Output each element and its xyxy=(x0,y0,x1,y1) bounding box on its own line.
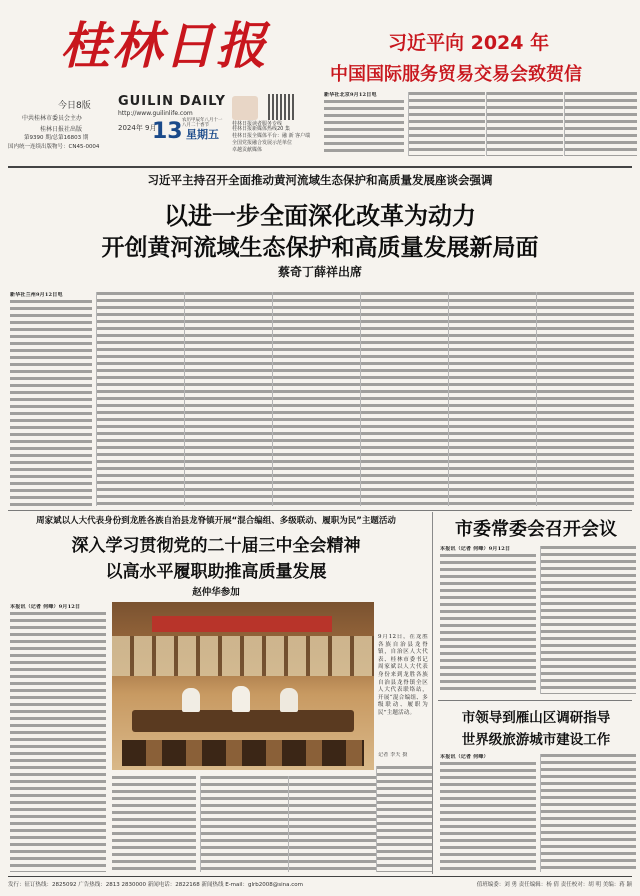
mid-body-col-4 xyxy=(288,776,376,872)
mid-body-col-2 xyxy=(112,776,196,872)
top-story-body-4 xyxy=(564,92,637,156)
lead-body-col-4 xyxy=(272,292,360,506)
edition-pages: 今日8版 xyxy=(58,101,91,111)
lead-dateline: 新华社兰州9月12日电 xyxy=(10,292,63,298)
right-1-dateline: 本报讯（记者 何峰）9月12日 xyxy=(440,546,511,552)
photo-credit: 记者 李天 摄 xyxy=(378,752,408,758)
lead-kicker: 习近平主持召开全面推动黄河流域生态保护和高质量发展座谈会强调 xyxy=(147,173,493,187)
masthead-title: 桂林日报 xyxy=(60,16,268,75)
right-1-body-col-2 xyxy=(540,546,636,694)
top-story-body-3 xyxy=(486,92,563,156)
footer-right: 值班编委：刘 勇 责任编辑：杨 倩 责任校对：胡 明 美编：蒋 颖 xyxy=(476,882,632,888)
right-2-body-col-2 xyxy=(540,754,636,872)
right-story-1-title: 市委常委会召开会议 xyxy=(455,519,617,540)
top-headline-line-2: 中国国际服务贸易交易会致贺信 xyxy=(330,64,582,85)
org-name: 中共桂林市委员会主办 xyxy=(22,115,83,122)
qr-code-icon[interactable] xyxy=(268,94,294,120)
table-icon xyxy=(132,710,354,732)
promo-line: 卓越贡献媒体 xyxy=(232,147,263,153)
mid-title-1: 深入学习贯彻党的二十届三中全会精神 xyxy=(71,536,361,556)
mid-body-col-3 xyxy=(200,776,288,872)
date-day: 13 xyxy=(152,119,183,144)
lead-body-col-1 xyxy=(10,300,92,506)
divider xyxy=(432,512,433,874)
news-photo xyxy=(112,602,374,770)
right-story-2-title-1: 市领导到雁山区调研指导 xyxy=(461,710,611,726)
mid-dateline: 本报讯（记者 何峰）9月12日 xyxy=(10,604,81,610)
mid-byline: 赵仲华参加 xyxy=(192,587,240,598)
promo-line: 桂林日报全媒体平台：融 新 客户端 xyxy=(232,133,311,139)
person-icon xyxy=(280,688,298,712)
weekday: 星期五 xyxy=(186,128,219,141)
service-hotline: 桂林日报读者服务专线 xyxy=(232,121,283,127)
promo-lines xyxy=(232,126,332,154)
person-icon xyxy=(232,686,250,712)
divider xyxy=(438,700,632,701)
lead-body-col-5 xyxy=(360,292,448,506)
window-icon xyxy=(112,636,374,676)
mid-body-col-1 xyxy=(10,612,106,872)
year-month: 2024年 9月 xyxy=(118,124,157,132)
lead-title-2: 开创黄河流域生态保护和高质量发展新局面 xyxy=(101,234,539,261)
lead-body-col-3 xyxy=(184,292,272,506)
masthead-en: GUILIN DAILY xyxy=(118,94,226,109)
promo-line: 桂林日报新媒体热线20 集 xyxy=(232,126,290,132)
lunar-date: 农历甲辰年八月十一 八月二十香节 xyxy=(182,118,223,128)
lead-body-col-6 xyxy=(448,292,536,506)
banner-icon xyxy=(152,616,332,632)
divider xyxy=(8,510,632,511)
top-story-body-2 xyxy=(408,92,485,156)
cn-code: 国内统一连续出版物号：CN45-0004 xyxy=(8,144,100,150)
right-2-dateline: 本报讯（记者 何峰） xyxy=(440,754,489,760)
media-logo-icon xyxy=(232,96,258,120)
mid-title-2: 以高水平履职助推高质量发展 xyxy=(105,562,327,582)
lead-title-1: 以进一步全面深化改革为动力 xyxy=(164,201,476,230)
footer-rule xyxy=(8,876,632,877)
lead-body-col-2 xyxy=(96,292,184,506)
masthead xyxy=(0,0,640,168)
website[interactable]: http://www.guilinlife.com xyxy=(118,110,193,117)
right-1-body-col-1 xyxy=(440,554,536,694)
mid-body-col-5 xyxy=(376,766,432,872)
promo-line: 全国党报融合发展示范单位 xyxy=(232,140,293,146)
top-story-body-1 xyxy=(324,100,404,156)
top-dateline: 新华社北京9月12日电 xyxy=(324,92,377,98)
divider xyxy=(8,166,632,168)
right-2-body-col-1 xyxy=(440,762,536,872)
org-sub: 桂林日报社出版 xyxy=(40,126,83,133)
chair-icon xyxy=(122,740,364,766)
photo-caption: 9月12日，在龙胜各族自治县龙脊镇，自治区人大代表、桂林市委书记周家斌以人大代表身份来到龙胜各族自治县龙脊镇全区人大代表联络站，开展“混合编组、多级联动、履职为民”主题活动。 xyxy=(378,634,428,716)
issue-number: 第9390 期/总第16803 期 xyxy=(24,135,89,141)
person-icon xyxy=(182,688,200,712)
footer-left: 发行：征订热线：2825092 广告热线：2813 2830000 新闻电话：2822168 新闻热线 E-mail：glrb2008@sina.com xyxy=(8,882,303,888)
top-headline-line-1: 习近平向 2024 年 xyxy=(388,32,550,54)
right-story-2-title-2: 世界级旅游城市建设工作 xyxy=(461,732,611,748)
lead-byline: 蔡奇丁薛祥出席 xyxy=(277,265,362,279)
mid-kicker: 周家斌以人大代表身份到龙胜各族自治县龙脊镇开展“混合编组、多级联动、履职为民”主题活动 xyxy=(36,516,396,526)
lead-body-col-7 xyxy=(536,292,634,506)
